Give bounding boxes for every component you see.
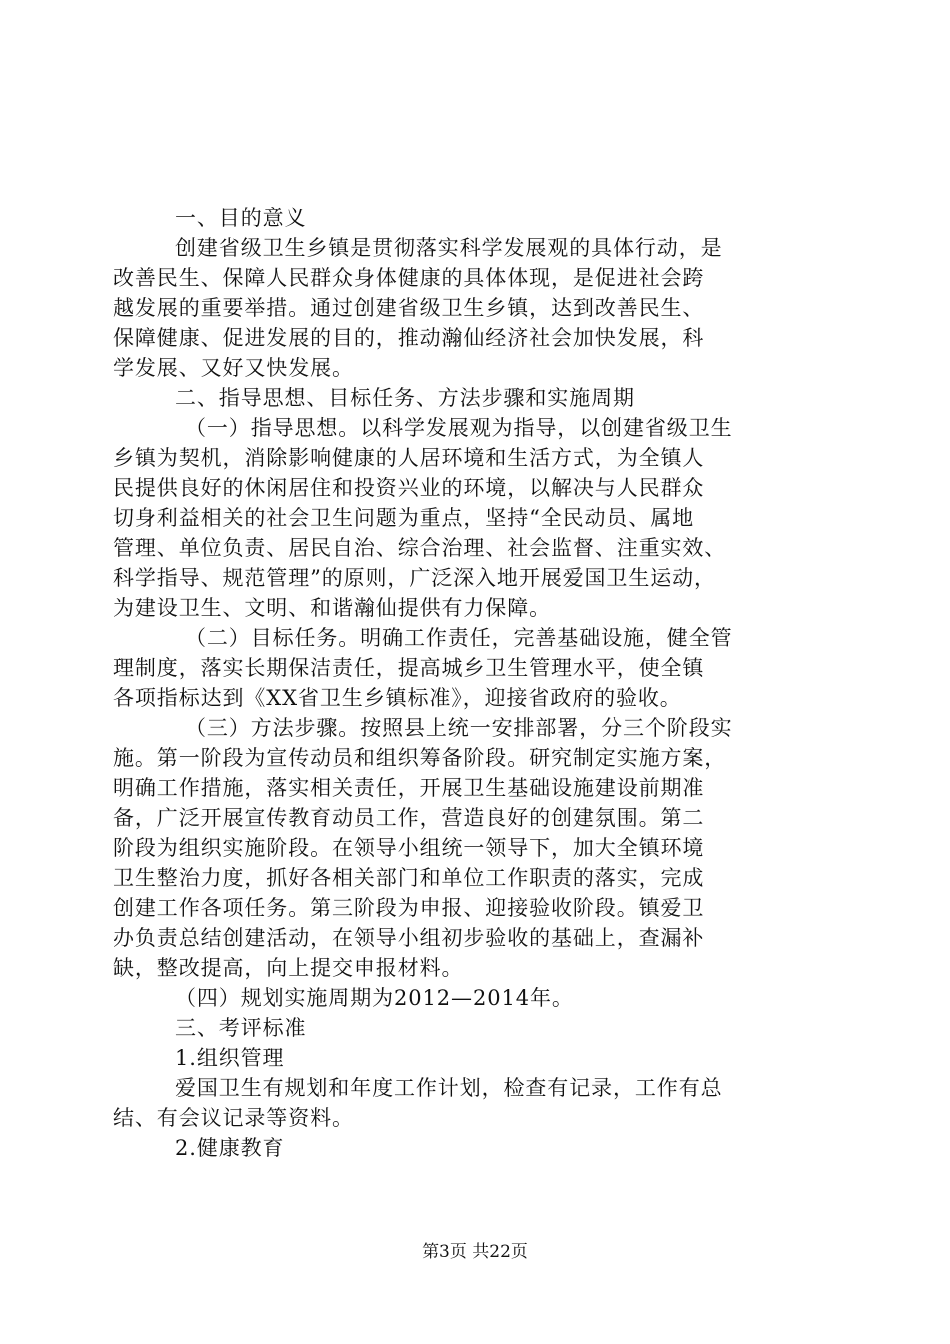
text-line: 创建工作各项任务。第三阶段为申报、迎接验收阶段。镇爱卫 (113, 896, 705, 920)
text-line: 学发展、又好又快发展。 (113, 356, 354, 380)
text-line: 二、指导思想、目标任务、方法步骤和实施周期 (175, 386, 635, 410)
text-line: （一）指导思想。以科学发展观为指导，以创建省级卫生 (185, 416, 733, 440)
text-line: 民提供良好的休闲居住和投资兴业的环境，以解决与人民群众 (113, 476, 705, 500)
text-line: 办负责总结创建活动，在领导小组初步验收的基础上，查漏补 (113, 926, 705, 950)
text-line: 科学指导、规范管理”的原则，广泛深入地开展爱国卫生运动， (113, 566, 716, 590)
text-line: （四）规划实施周期为2012—2014年。 (175, 986, 574, 1010)
text-line: 明确工作措施，落实相关责任，开展卫生基础设施建设前期准 (113, 776, 705, 800)
text-line: 阶段为组织实施阶段。在领导小组统一领导下，加大全镇环境 (113, 836, 705, 860)
text-line: 2.健康教育 (175, 1136, 285, 1160)
text-line: 爱国卫生有规划和年度工作计划，检查有记录，工作有总 (175, 1076, 723, 1100)
text-line: 施。第一阶段为宣传动员和组织筹备阶段。研究制定实施方案， (113, 746, 727, 770)
text-line: 缺，整改提高，向上提交申报材料。 (113, 956, 464, 980)
text-line: （二）目标任务。明确工作责任，完善基础设施，健全管 (185, 626, 733, 650)
text-line: 结、有会议记录等资料。 (113, 1106, 354, 1130)
text-line: 备，广泛开展宣传教育动员工作，营造良好的创建氛围。第二 (113, 806, 705, 830)
page-footer (0, 1241, 950, 1263)
text-line: 卫生整治力度，抓好各相关部门和单位工作职责的落实，完成 (113, 866, 705, 890)
document-body (113, 203, 843, 1163)
page-number-label: 第3页 共22页 (422, 1242, 528, 1262)
text-line: 理制度，落实长期保洁责任，提高城乡卫生管理水平，使全镇 (113, 656, 705, 680)
text-line: 1.组织管理 (175, 1046, 285, 1070)
text-line: 各项指标达到《XX省卫生乡镇标准》，迎接省政府的验收。 (113, 686, 682, 710)
text-line: 创建省级卫生乡镇是贯彻落实科学发展观的具体行动，是 (175, 236, 723, 260)
text-line: 管理、单位负责、居民自治、综合治理、社会监督、注重实效、 (113, 536, 727, 560)
text-line: 三、考评标准 (175, 1016, 307, 1040)
text-line: 为建设卫生、文明、和谐瀚仙提供有力保障。 (113, 596, 551, 620)
text-line: 保障健康、促进发展的目的，推动瀚仙经济社会加快发展，科 (113, 326, 705, 350)
text-line: 一、目的意义 (175, 206, 307, 230)
text-line: 越发展的重要举措。通过创建省级卫生乡镇，达到改善民生、 (113, 296, 705, 320)
text-line: 切身利益相关的社会卫生问题为重点，坚持“全民动员、属地 (113, 506, 695, 530)
text-line: （三）方法步骤。按照县上统一安排部署，分三个阶段实 (185, 716, 733, 740)
text-line: 改善民生、保障人民群众身体健康的具体体现，是促进社会跨 (113, 266, 705, 290)
text-line: 乡镇为契机，消除影响健康的人居环境和生活方式，为全镇人 (113, 446, 705, 470)
